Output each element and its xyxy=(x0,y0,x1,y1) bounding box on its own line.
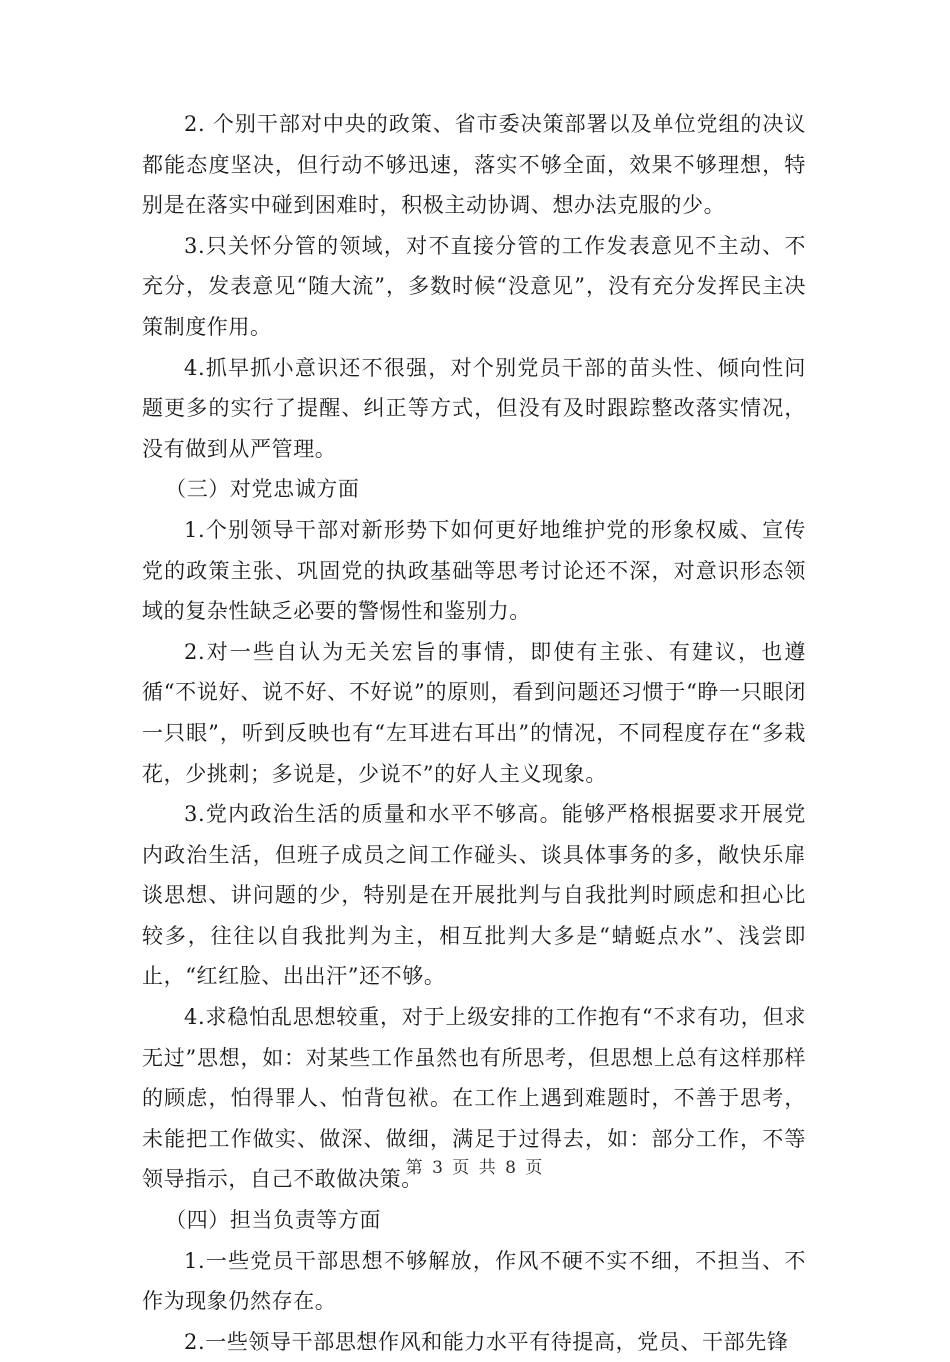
paragraph: 4.抓早抓小意识还不很强，对个别党员干部的苗头性、倾向性问题更多的实行了提醒、纠正等方式，但没有及时跟踪整改落实情况，没有做到从严管理。 xyxy=(142,355,806,461)
paragraph: 1.个别领导干部对新形势下如何更好地维护党的形象权威、宣传党的政策主张、巩固党的执政基础等思考讨论还不深，对意识形态领域的复杂性缺乏必要的警惕性和鉴别力。 xyxy=(142,517,806,624)
page-footer: 第 3 页 共 8 页 xyxy=(405,1158,545,1178)
paragraph: 2. 个别干部对中央的政策、省市委决策部署以及单位党组的决议都能态度坚决，但行动不够迅速，落实不够全面，效果不够理想，特别是在落实中碰到困难时，积极主动协调、想办法克服的少。 xyxy=(142,112,806,218)
section-heading: （四）担当负责等方面 xyxy=(165,1208,382,1233)
paragraph: 1.一些党员干部思想不够解放，作风不硬不实不细，不担当、不作为现象仍然存在。 xyxy=(142,1248,806,1314)
paragraph: 2.对一些自认为无关宏旨的事情，即使有主张、有建议，也遵循“不说好、说不好、不好说”的原则，看到问题还习惯于“睁一只眼闭一只眼”，听到反映也有“左耳进右耳出”的情况，不同程度存在“多栽花，少挑刺；多说是，少说不”的好人主义现象。 xyxy=(142,639,806,786)
section-heading: （三）对党忠诚方面 xyxy=(165,477,360,502)
paragraph: 3.只关怀分管的领域，对不直接分管的工作发表意见不主动、不充分，发表意见“随大流”，多数时候“没意见”，没有充分发挥民主决策制度作用。 xyxy=(142,233,806,339)
paragraph: 3.党内政治生活的质量和水平不够高。能够严格根据要求开展党内政治生活，但班子成员之间工作碰头、谈具体事务的多，敞快乐扉谈思想、讲问题的少，特别是在开展批判与自我批判时顾虑和担心比较多，往往以自我批判为主，相互批判大多是“蜻蜓点水”、浅尝即止，“红红脸、出出汗”还不够。 xyxy=(142,802,806,989)
paragraph: 4.求稳怕乱思想较重，对于上级安排的工作抱有“不求有功，但求无过”思想，如：对某些工作虽然也有所思考，但思想上总有这样那样的顾虑，怕得罪人、怕背包袱。在工作上遇到难题时，不善于思考，未能把工作做实、做深、做细，满足于过得去，如：部分工作，不等领导指示，自己不敢做决策。 xyxy=(142,1005,806,1192)
paragraph: 2.一些领导干部思想作风和能力水平有待提高，党员、干部先锋 xyxy=(184,1329,789,1354)
